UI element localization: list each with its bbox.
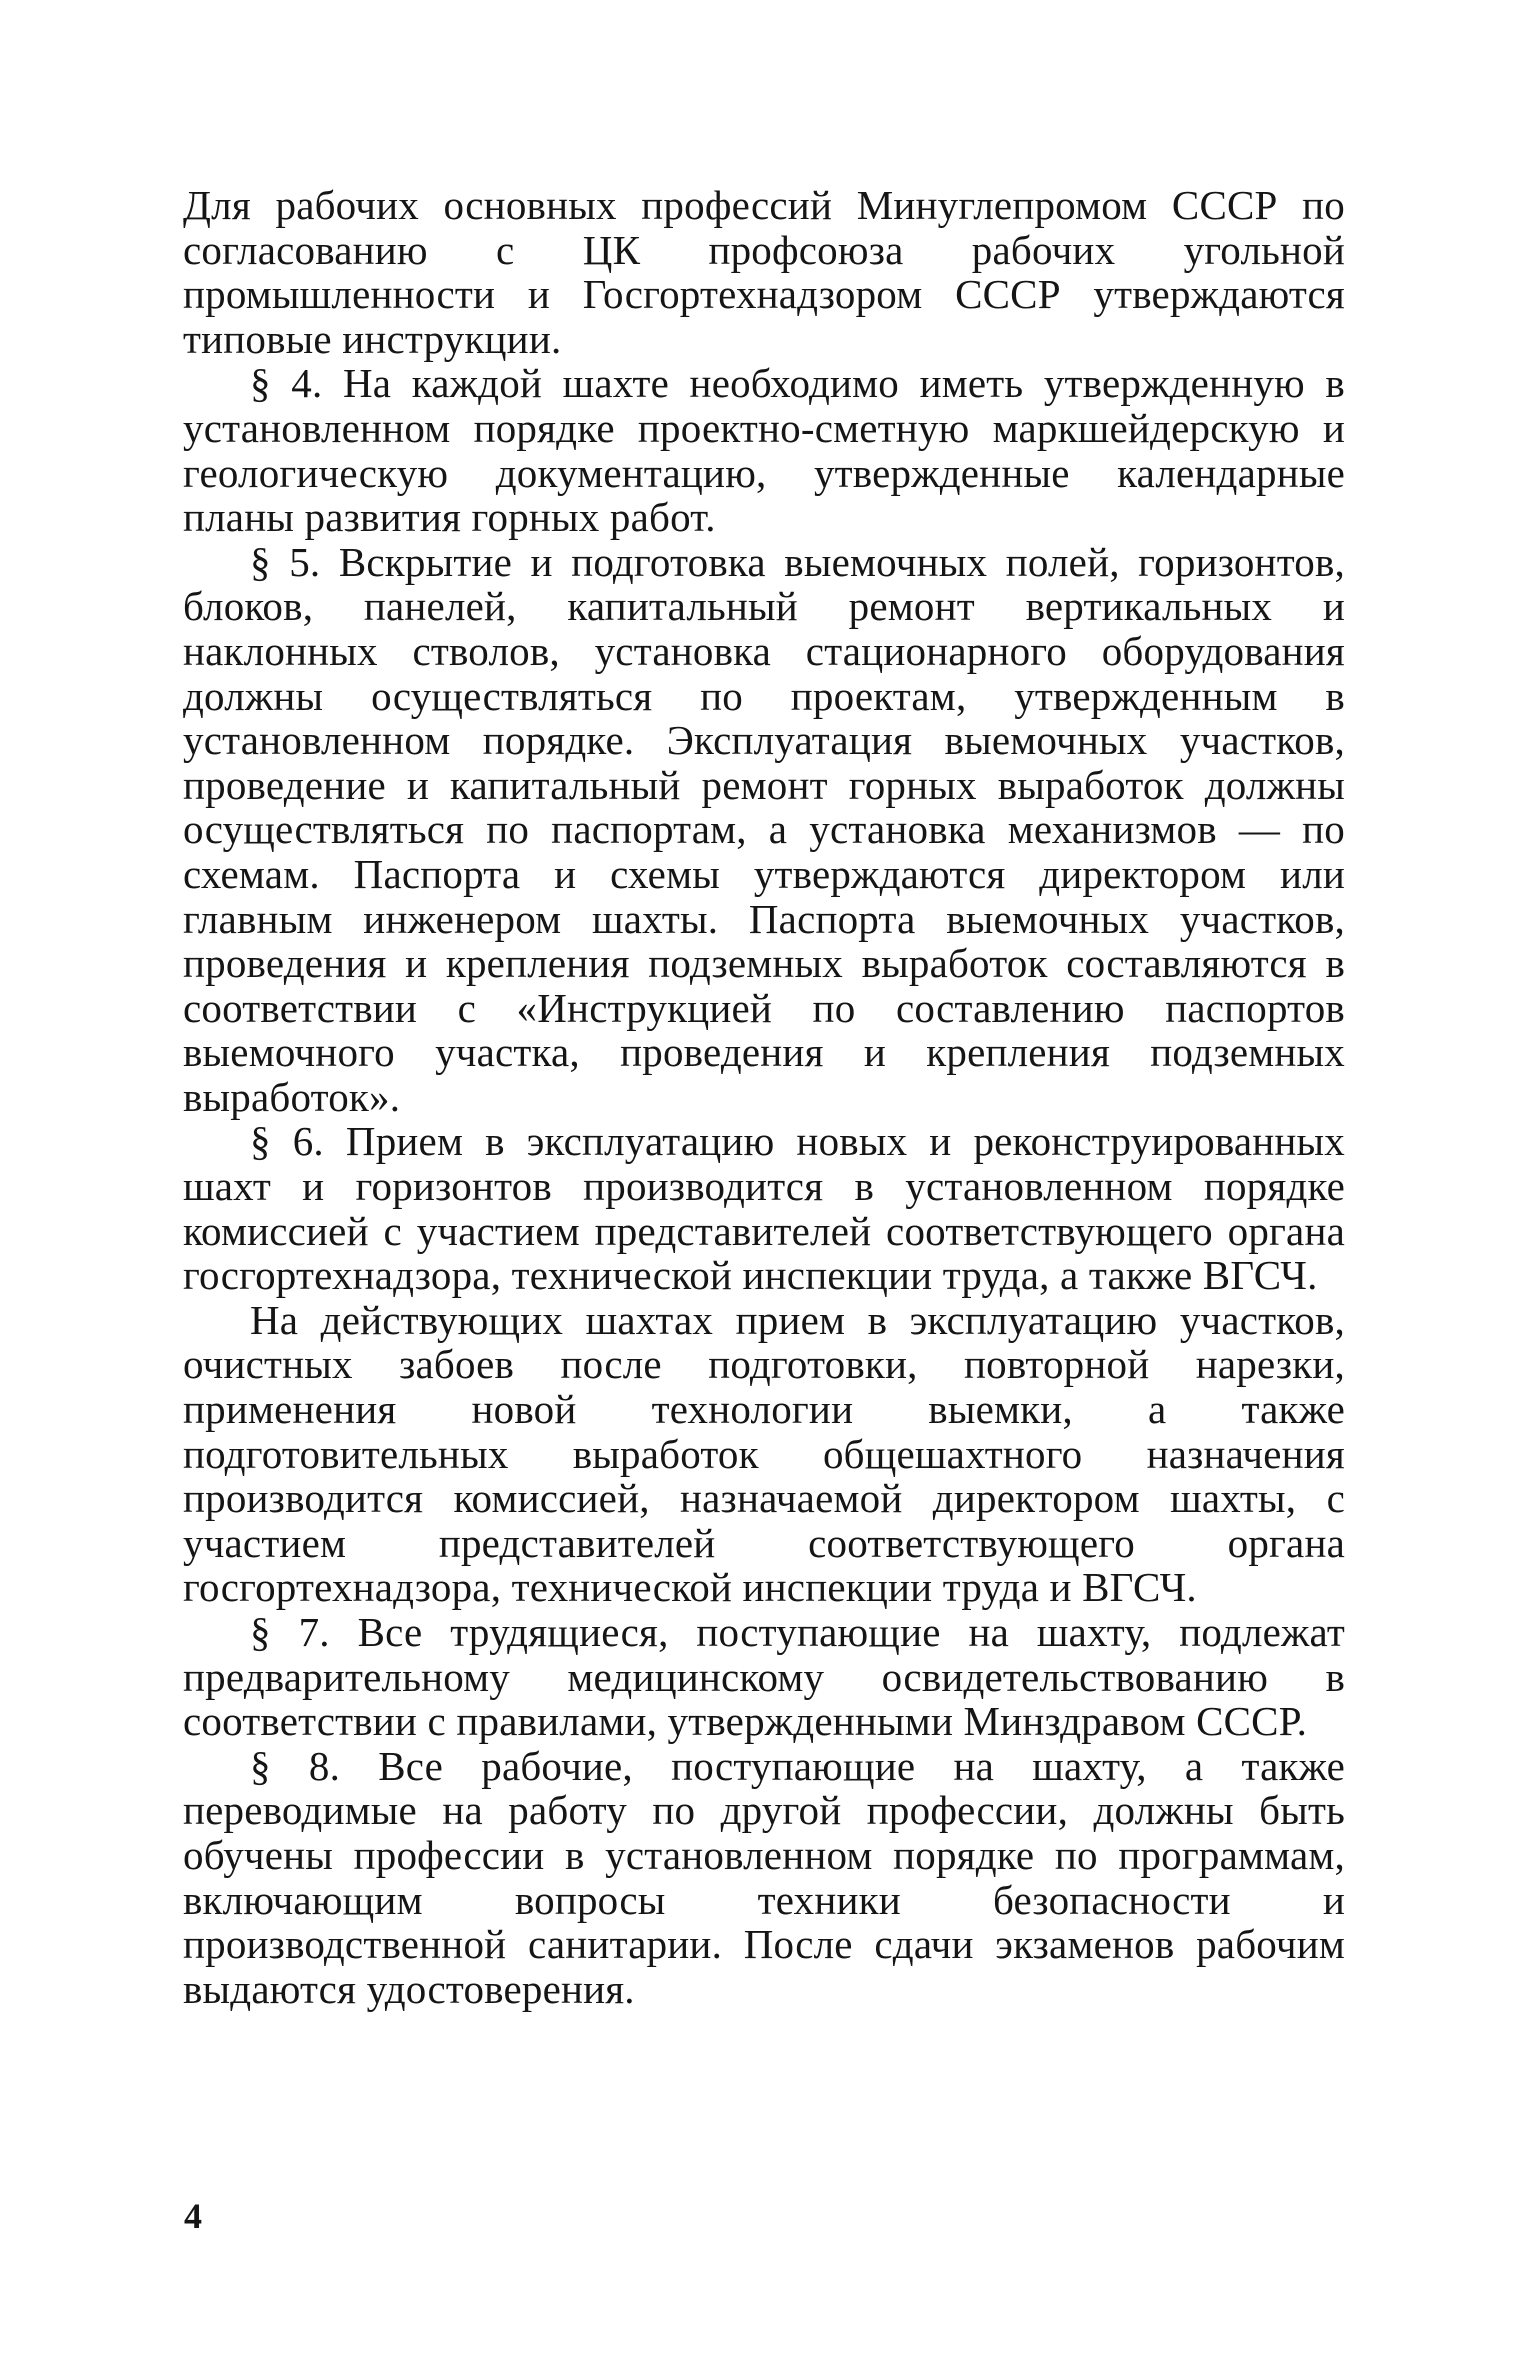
paragraph-operating-mines: На действующих шахтах прием в эксплуатацию участков, очистных забоев после подготовки, повторной нарезки, применения новой технологии выемки, а также подготовительных выработок общешахтного назначения производится комиссией, назначаемой директором шахты, с участием представителей соответствующего органа госгортехнадзора, технической инспекции труда и ВГСЧ. (183, 1296, 1345, 1611)
paragraph-section-4: § 4. На каждой шахте необходимо иметь утвержденную в установленном порядке проектно-сметную маркшейдерскую и геологическую документацию, утвержденные календарные планы развития горных работ. (183, 360, 1345, 541)
body-text (183, 183, 1345, 2011)
paragraph-section-7: § 7. Все трудящиеся, поступающие на шахту, подлежат предварительному медицинскому освидетельствованию в соответствии с правилами, утвержденными Минздравом СССР. (183, 1609, 1345, 1745)
paragraph-section-8: § 8. Все рабочие, поступающие на шахту, а также переводимые на работу по другой профессии, должны быть обучены профессии в установленном порядке по программам, включающим вопросы техники безопасности и производственной санитарии. После сдачи экзаменов рабочим выдаются удостоверения. (183, 1742, 1345, 2012)
page-number: 4 (184, 2196, 202, 2236)
paragraph-section-5: § 5. Вскрытие и подготовка выемочных полей, горизонтов, блоков, панелей, капитальный ремонт вертикальных и наклонных стволов, установка стационарного оборудования должны осуществляться по проектам, утвержденным в установленном порядке. Эксплуатация выемочных участков, проведение и капитальный ремонт горных выработок должны осуществляться по паспортам, а установка механизмов — по схемам. Паспорта и схемы утверждаются директором или главным инженером шахты. Паспорта выемочных участков, проведения и крепления подземных выработок составляются в соответствии с «Инструкцией по составлению паспортов выемочного участка, проведения и крепления подземных выработок». (183, 538, 1345, 1120)
paragraph-section-6: § 6. Прием в эксплуатацию новых и реконструированных шахт и горизонтов производится в установленном порядке комиссией с участием представителей соответствующего органа госгортехнадзора, технической инспекции труда, а также ВГСЧ. (183, 1118, 1345, 1299)
paragraph-typical-instructions: Для рабочих основных профессий Минуглепромом СССР по согласованию с ЦК профсоюза рабочих угольной промышленности и Госгортехнадзором СССР утверждаются типовые инструкции. (183, 182, 1345, 362)
